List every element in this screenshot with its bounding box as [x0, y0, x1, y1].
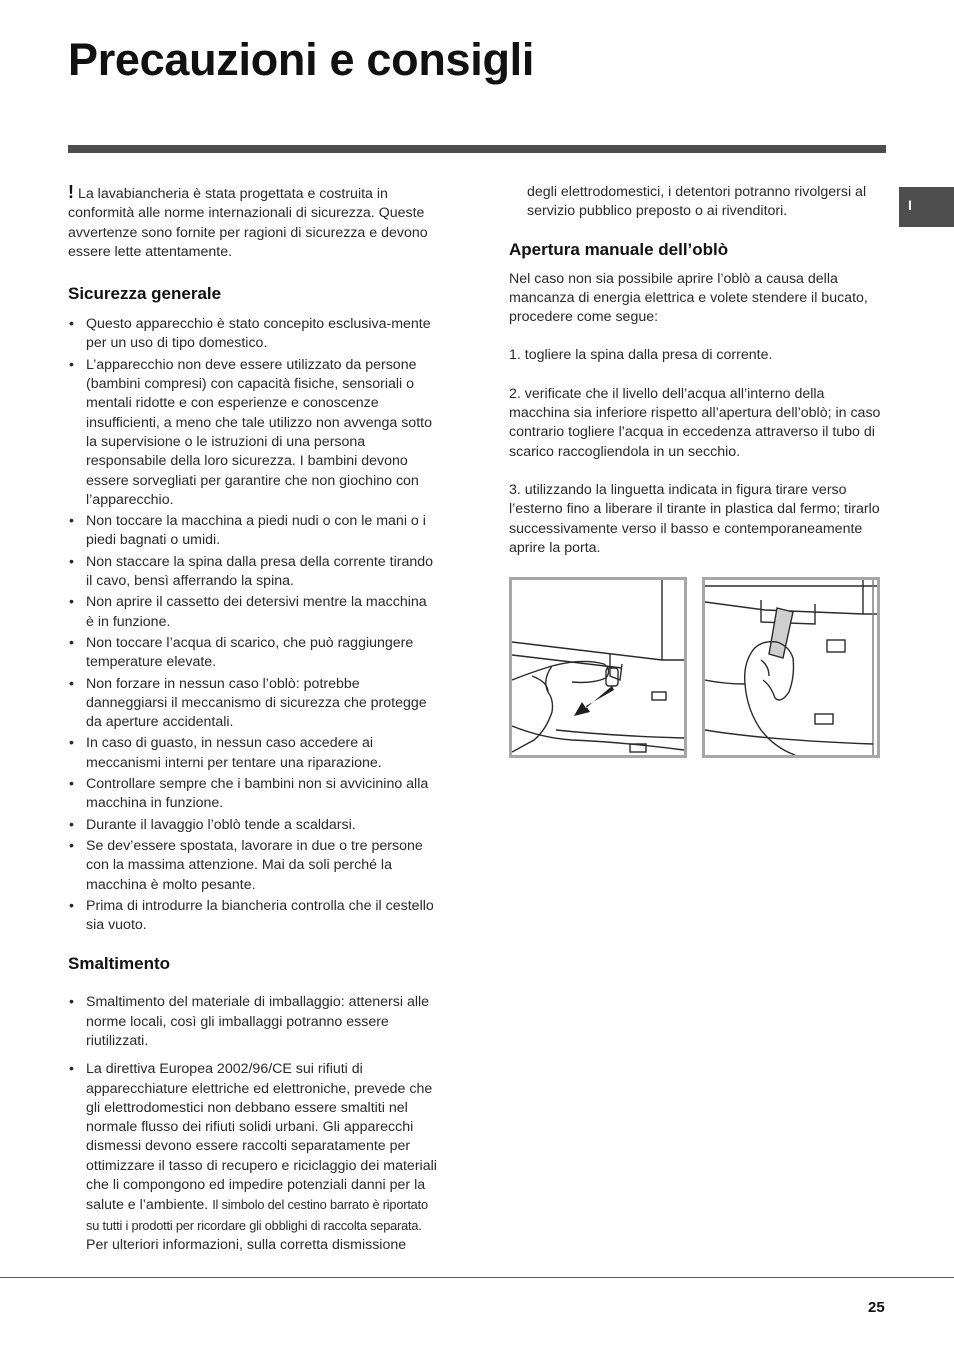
disposal-continuation: degli elettrodomestici, i detentori potranno rivolgersi al servizio pubblico preposto o ai rivenditori. — [527, 184, 867, 220]
door-figures — [509, 577, 885, 758]
safety-item: • Controllare sempre che i bambini non si avvicinino alla macchina in funzione. — [68, 775, 438, 814]
language-tab: I — [899, 187, 954, 227]
page-title: Precauzioni e consigli — [68, 34, 535, 85]
disposal-item — [68, 1060, 438, 1255]
weee-tail: Per ulteriori informazioni, sulla corretta dismissione — [86, 1236, 407, 1253]
warning-mark: ! — [68, 182, 74, 202]
hand-pulling-tab-illustration — [512, 580, 684, 755]
footer-divider — [0, 1277, 954, 1278]
safety-list — [68, 315, 438, 935]
safety-item: • L’apparecchio non deve essere utilizzato da persone (bambini compresi) con capacità fisiche, sensoriali o mentali ridotte e con esperienze e conoscenze insufficienti, a meno che tale utilizzo non avvenga sotto la supervisione o le istruzioni di una persona responsabile della loro sicurezza. I bambini devono essere sorvegliati per garantire che non giochino con l’apparecchio. — [68, 356, 438, 510]
safety-item: • Non forzare in nessun caso l’oblò: potrebbe danneggiarsi il meccanismo di sicurezza che protegge da aperture accidentali. — [68, 675, 438, 733]
hand-pulling-down-illustration — [705, 580, 877, 755]
safety-item: • Non staccare la spina dalla presa della corrente tirando il cavo, bensì afferrando la spina. — [68, 553, 438, 592]
door-step: 2. verificate che il livello dell’acqua all’interno della macchina sia inferiore rispetto all’apertura dell’oblò; in caso contrario togliere l’acqua in eccedenza attraverso il tubo di scarico raccogliendola in un secchio. — [509, 385, 881, 460]
figure-pull-down — [702, 577, 880, 758]
door-step: 3. utilizzando la linguetta indicata in figura tirare verso l’esterno fino a liberare il tirante in plastica dal fermo; tirarlo successivamente verso il basso e contemporaneamente aprire la porta. — [509, 481, 880, 556]
door-heading: Apertura manuale dell’oblò — [509, 239, 729, 259]
safety-item: • Prima di introdurre la biancheria controlla che il cestello sia vuoto. — [68, 897, 438, 936]
right-column — [509, 183, 889, 558]
figure-pull-tab — [509, 577, 687, 758]
safety-item: • Non toccare la macchina a piedi nudi o con le mani o i piedi bagnati o umidi. — [68, 512, 438, 551]
door-step: 1. togliere la spina dalla presa di corrente. — [509, 347, 773, 364]
page-number: 25 — [868, 1299, 885, 1316]
weee-text: La direttiva Europea 2002/96/CE sui rifiuti di apparecchiature elettriche ed elettroniche, prevede che gli elettrodomestici non debbano essere smaltiti nel normale flusso dei rifiuti solidi urbani. Gli apparecchi dismessi devono essere raccolti separatamente per ottimizzare il tasso di recupero e riciclaggio dei materiali che li compongono ed impedire potenziali danni per la salute e l’ambiente. — [86, 1061, 437, 1214]
disposal-heading: Smaltimento — [68, 954, 171, 974]
title-divider — [68, 145, 886, 153]
intro-text: La lavabiancheria è stata progettata e costruita in conformità alle norme internazionali di sicurezza. Queste avvertenze sono fornite per ragioni di sicurezza e devono essere lette attentamente. — [68, 186, 428, 260]
intro-paragraph — [68, 183, 438, 262]
disposal-list — [68, 993, 438, 1255]
safety-item: • In caso di guasto, in nessun caso accedere ai meccanismi interni per tentare una riparazione. — [68, 734, 438, 773]
safety-item: • Se dev’essere spostata, lavorare in due o tre persone con la massima attenzione. Mai da soli perché la macchina è molto pesante. — [68, 837, 438, 895]
left-column — [68, 183, 438, 1264]
safety-item: • Non toccare l’acqua di scarico, che può raggiungere temperature elevate. — [68, 634, 438, 673]
door-intro: Nel caso non sia possibile aprire l’oblò a causa della mancanza di energia elettrica e volete stendere il bucato, procedere come segue: — [509, 270, 868, 326]
disposal-item: • Smaltimento del materiale di imballaggio: attenersi alle norme locali, così gli imballaggi potranno essere riutilizzati. — [68, 993, 438, 1051]
safety-heading: Sicurezza generale — [68, 284, 222, 304]
safety-item: • Non aprire il cassetto dei detersivi mentre la macchina è in funzione. — [68, 593, 438, 632]
weee-symbol-note: Il simbolo del cestino barrato è riportato su tutti i prodotti per ricordare gli obblighi di raccolta separata. — [86, 1197, 428, 1233]
safety-item: • Questo apparecchio è stato concepito esclusiva-mente per un uso di tipo domestico. — [68, 315, 438, 354]
safety-item: • Durante il lavaggio l’oblò tende a scaldarsi. — [68, 816, 438, 835]
